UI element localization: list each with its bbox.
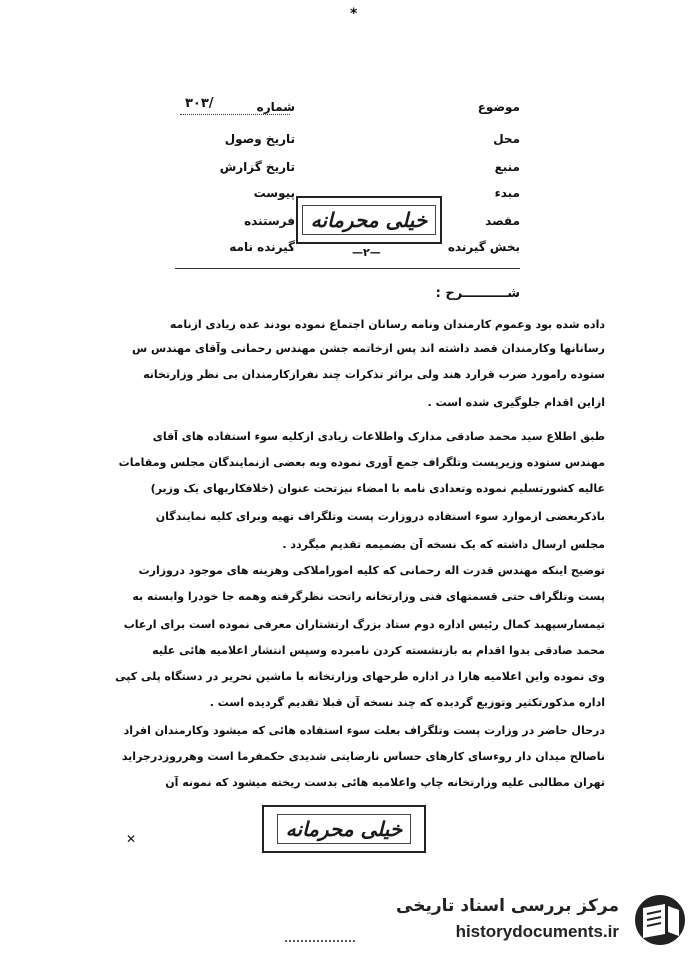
body-line: تهران مطالبی علیه وزارتخانه چاپ واعلامیه هائی بدست ریخته میشود که نمونه آن (165, 776, 605, 789)
destination-label: مقصد (485, 214, 520, 228)
body-line: اداره مذکورتکثیر وتوزیع گردیده که چند نسخه آن قبلا تقدیم گردیده است . (209, 696, 605, 709)
body-line: رسانانها وکارمندان قصد داشته اند پس ازخاتمه جشن مهندس رحمانی وآقای مهندس س (131, 342, 605, 355)
bottom-edge-mark (285, 940, 355, 942)
top-mark: * (350, 6, 358, 22)
report-date-label: تاریخ گزارش (219, 160, 295, 174)
sender-label: فرستنده (244, 214, 295, 228)
body-line: تیمسارسپهبد کمال رئیس اداره دوم ستاد بزرگ ارتشتاران معرفی نموده است برای ارعاب (123, 618, 605, 631)
origin-label: مبدء (494, 186, 520, 200)
section-label: بخش گیرنده (447, 240, 520, 254)
attachment-label: پیوست (253, 186, 295, 200)
subject-label: موضوع (477, 100, 520, 114)
footer-website: historydocuments.ir (455, 922, 619, 941)
body-line: محمد صادقی بدوا اقدام به بازنشسته کردن نامبرده وسپس انتشار اعلامیه هائی علیه (152, 644, 605, 657)
top-classification-stamp (296, 196, 442, 244)
bottom-classification-stamp (262, 805, 426, 853)
body-line: عالیه کشورتسلیم نموده وتعدادی نامه با امضاء نیزتحت عنوان (خلافکاریهای یک وزیر) (150, 482, 605, 495)
body-line: پست وتلگراف حتی قسمتهای فنی وزارتخانه راتحت نظرگرفته وهمه جا خودرا وابسته به (132, 590, 605, 603)
bottom-left-mark: ✕ (126, 832, 137, 846)
body-line: طبق اطلاع سید محمد صادقی مدارک واطلاعات زیادی ازکلیه سوء استفاده های آقای (152, 430, 605, 443)
body-line: ستوده رامورد ضرب قرارد هند ولی براثر تذکرات چند نفرازکارمندان بی نظر وزارتخانه (143, 368, 605, 381)
location-label: محل (493, 132, 520, 146)
header-rule (175, 268, 520, 269)
body-line: توضیح اینکه مهندس قدرت اله رحمانی که کلیه اموراملاکی وهزینه های موجود دروزارت (138, 564, 605, 577)
number-line (180, 114, 290, 115)
body-line: ناصالح میدان دار روءسای کارهای حساس نارضایتی شدیدی حکمفرما است وهرروزدرجراید (121, 750, 605, 763)
footer-org-name: مرکز بررسی اسناد تاریخی (396, 896, 619, 916)
bottom-stamp-text: خیلی محرمانه (277, 814, 411, 844)
footer-watermark (396, 890, 695, 950)
top-stamp-text: خیلی محرمانه (302, 205, 436, 235)
body-line: مجلس ارسال داشته که یک نسخه آن بضمیمه تقدیم میگردد . (282, 538, 605, 551)
body-line: داده شده بود وعموم کارمندان ونامه رسانان اجتماع نموده بودند عده زیادی ازنامه (169, 318, 605, 331)
body-line: باذکربعضی ازموارد سوء استفاده دروزارت پست وتلگراف تهیه وبرای کلیه نمایندگان (155, 510, 605, 523)
receipt-date-label: تاریخ وصول (224, 132, 295, 146)
body-line: مهندس ستوده وزیرپست وتلگراف جمع آوری نموده وبه بعضی ازنمایندگان مجلس ومقامات (118, 456, 605, 469)
body-line: درحال حاضر در وزارت پست وتلگراف بعلت سوء استفاده هائی که میشود وکارمندان افراد (123, 724, 605, 737)
body-line: وی نموده واین اعلامیه هارا در اداره طرحهای وزارتخانه با ماشین تحریر در دستگاه پلی کپی (115, 670, 605, 683)
page-marker: —۲— (352, 246, 381, 259)
sharh-label: شــــــــــرح : (435, 286, 520, 301)
body-line: ازاین اقدام جلوگیری شده است . (427, 396, 605, 409)
number-value: ۳۰۳/ (185, 96, 214, 111)
number-label: شماره (256, 100, 295, 114)
recipient-label: گیرنده نامه (229, 240, 295, 254)
source-label: منبع (494, 160, 520, 174)
document-archive-icon (625, 892, 695, 948)
